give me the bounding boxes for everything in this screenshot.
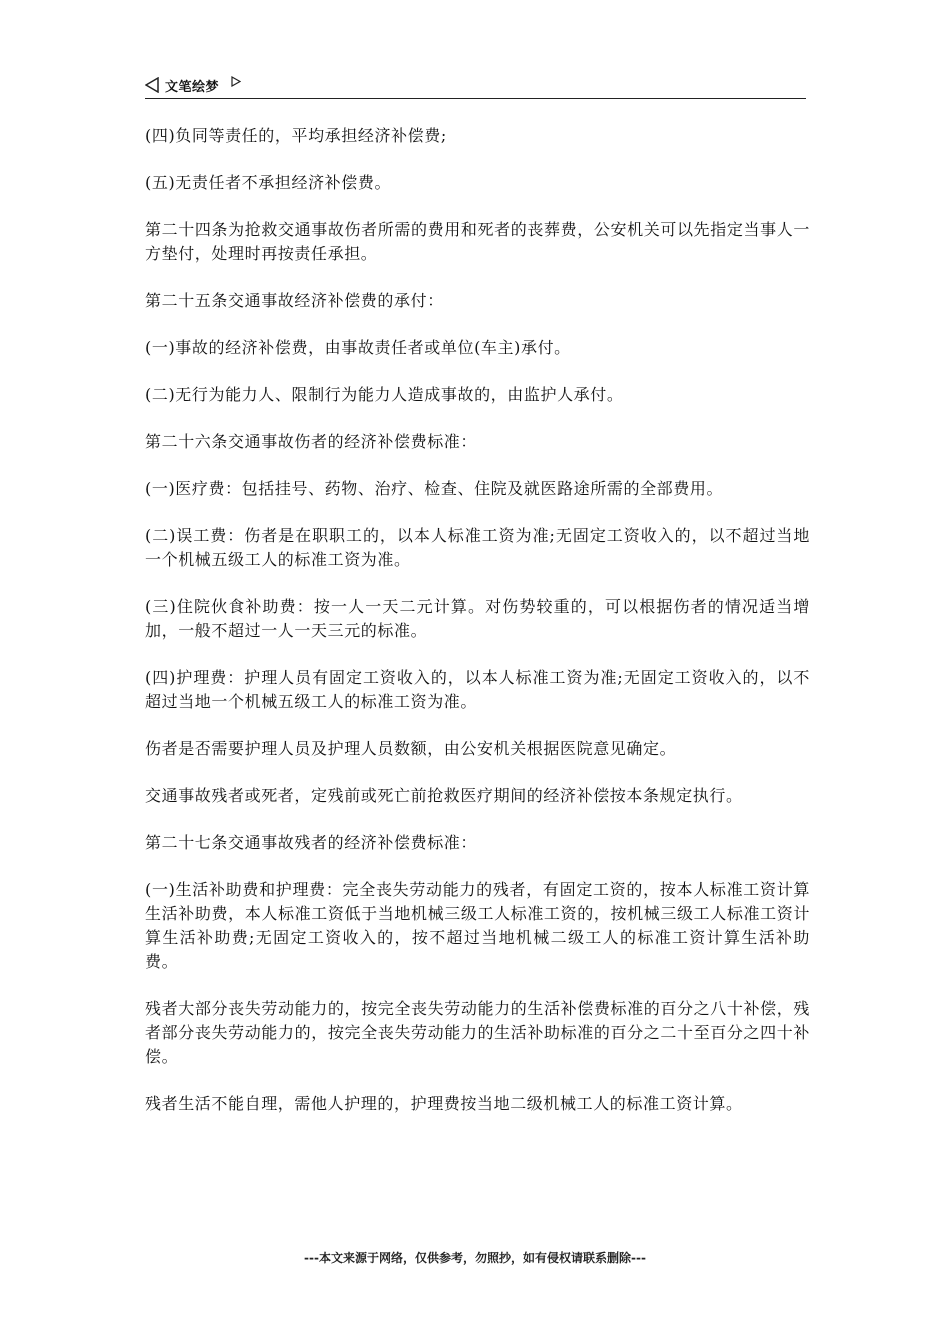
triangle-left-icon (145, 77, 159, 93)
paragraph: (二)无行为能力人、限制行为能力人造成事故的，由监护人承付。 (145, 385, 624, 404)
paragraph: 残者生活不能自理，需他人护理的，护理费按当地二级机械工人的标准工资计算。 (145, 1094, 743, 1113)
paragraph: (五)无责任者不承担经济补偿费。 (145, 173, 392, 192)
paragraph: (三)住院伙食补助费：按一人一天二元计算。对伤势较重的，可以根据伤者的情况适当增加，一般不超过一人一天三元的标准。 (145, 597, 810, 640)
paragraph: (四)负同等责任的，平均承担经济补偿费; (145, 126, 447, 145)
footer-disclaimer: ---本文来源于网络，仅供参考，勿照抄，如有侵权请联系删除--- (304, 1251, 646, 1265)
paragraph: 第二十七条交通事故残者的经济补偿费标准： (145, 833, 478, 852)
paragraph: 伤者是否需要护理人员及护理人员数额，由公安机关根据医院意见确定。 (145, 739, 677, 758)
triangle-right-icon (231, 76, 241, 87)
paragraph: (一)生活补助费和护理费：完全丧失劳动能力的残者，有固定工资的，按本人标准工资计算生活补助费，本人标准工资低于当地机械三级工人标准工资的，按机械三级工人标准工资计算生活补助费;无固定工资收入的，按不超过当地机械二级工人的标准工资计算生活补助费。 (145, 880, 810, 971)
page-header (145, 72, 806, 99)
paragraph: (一)医疗费：包括挂号、药物、治疗、检查、住院及就医路途所需的全部费用。 (145, 479, 724, 498)
paragraph: 第二十六条交通事故伤者的经济补偿费标准： (145, 432, 478, 451)
paragraph: (二)误工费：伤者是在职职工的，以本人标准工资为准;无固定工资收入的，以不超过当地一个机械五级工人的标准工资为准。 (145, 526, 810, 569)
paragraph: (一)事故的经济补偿费，由事故责任者或单位(车主)承付。 (145, 338, 571, 357)
paragraph: 残者大部分丧失劳动能力的，按完全丧失劳动能力的生活补偿费标准的百分之八十补偿，残者部分丧失劳动能力的，按完全丧失劳动能力的生活补助标准的百分之二十至百分之四十补偿。 (145, 999, 810, 1066)
paragraph: 第二十四条为抢救交通事故伤者所需的费用和死者的丧葬费，公安机关可以先指定当事人一方垫付，处理时再按责任承担。 (145, 220, 810, 263)
document-body (145, 124, 810, 1139)
header-title: 文笔绘梦 (165, 80, 220, 95)
paragraph: (四)护理费：护理人员有固定工资收入的，以本人标准工资为准;无固定工资收入的，以不超过当地一个机械五级工人的标准工资为准。 (145, 668, 810, 711)
paragraph: 交通事故残者或死者，定残前或死亡前抢救医疗期间的经济补偿按本条规定执行。 (145, 786, 743, 805)
paragraph: 第二十五条交通事故经济补偿费的承付： (145, 291, 444, 310)
